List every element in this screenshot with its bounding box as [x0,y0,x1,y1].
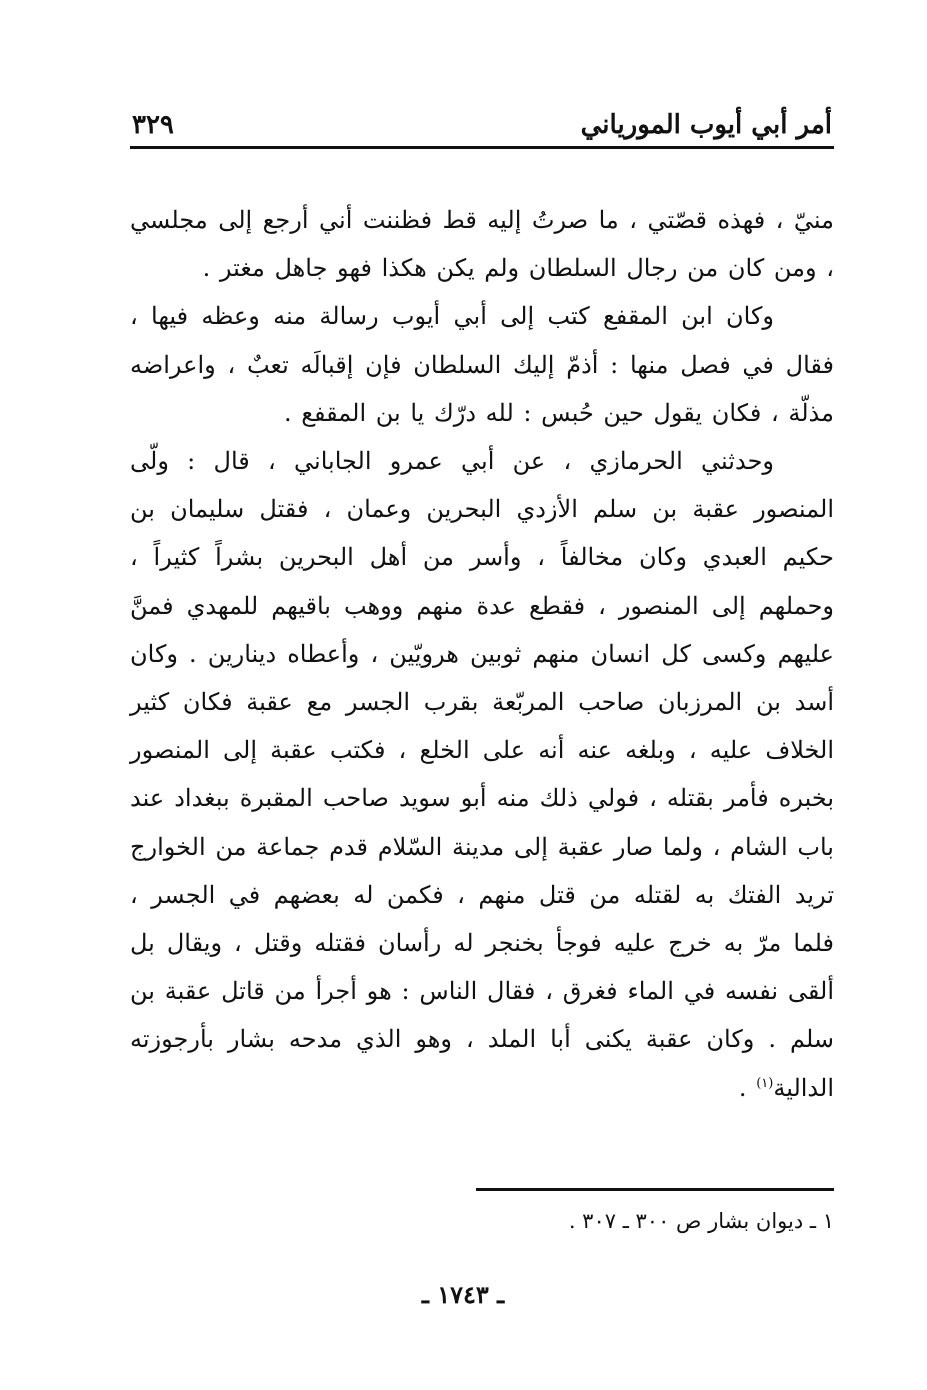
paragraph-text: وحدثني الحرمازي ، عن أبي عمرو الجاباني ، قال : ولّى المنصور عقبة بن سلم الأزدي البحرين وعمان ، فقتل سليمان بن حكيم العبدي وكان مخالفاً ، وأسر من أهل البحرين بشراً كثيراً ، وحملهم إلى المنصور ، فقطع عدة منهم ووهب باقيهم للمهدي فمنَّ عليهم وكسى كل انسان منهم ثوبين هرويّين ، وأعطاه دينارين . وكان أسد بن المرزبان صاحب المربّعة بقرب الجسر مع عقبة فكان كثير الخلاف عليه ، وبلغه عنه أنه على الخلع ، فكتب عقبة إلى المنصور بخبره فأمر بقتله ، فولي ذلك منه أبو سويد صاحب المقبرة ببغداد عند باب الشام ، ولما صار عقبة إلى مدينة السّلام قدم جماعة من الخوارج تريد الفتك به لقتله من قتل منهم ، فكمن له بعضهم في الجسر ، فلما مرّ به خرج عليه فوجأ بخنجر له رأسان فقتله وقتل ، ويقال بل ألقى نفسه في الماء فغرق ، فقال الناس : هو أجرأ من قاتل عقبة بن سلم . وكان عقبة يكنى أبا الملد ، وهو الذي مدحه بشار بأرجوزته الدالية [130,447,834,1102]
header-rule [130,146,834,149]
running-head-title: أمر أبي أيوب المورياني [580,110,832,140]
paragraph-end-period: . [738,1073,757,1102]
main-text [130,196,834,1112]
paragraph: وكان ابن المقفع كتب إلى أبي أيوب رسالة منه وعظه فيها ، فقال في فصل منها : أذمّ إليك السلطان فإن إقبالَه تعبٌ ، واعراضه مذلّة ، فكان يقول حين حُبس : لله درّك يا بن المقفع . [130,302,834,427]
running-head [132,96,832,140]
footer-page-number: ـ ١٧٤٣ ـ [421,1280,505,1309]
footnote: ١ ـ ديوان بشار ص ٣٠٠ ـ ٣٠٧ . [568,1209,834,1233]
footnote-reference[interactable]: (١) [756,1075,774,1091]
footnote-rule [476,1188,834,1191]
running-head-page-number: ٣٢٩ [132,110,174,140]
paragraph [130,437,834,1112]
paragraph: منيّ ، فهذه قصّتي ، ما صرتُ إليه قط فظننت أني أرجع إلى مجلسي ، ومن كان من رجال السلطان ولم يكن هكذا فهو جاهل مغتر . [130,206,834,283]
